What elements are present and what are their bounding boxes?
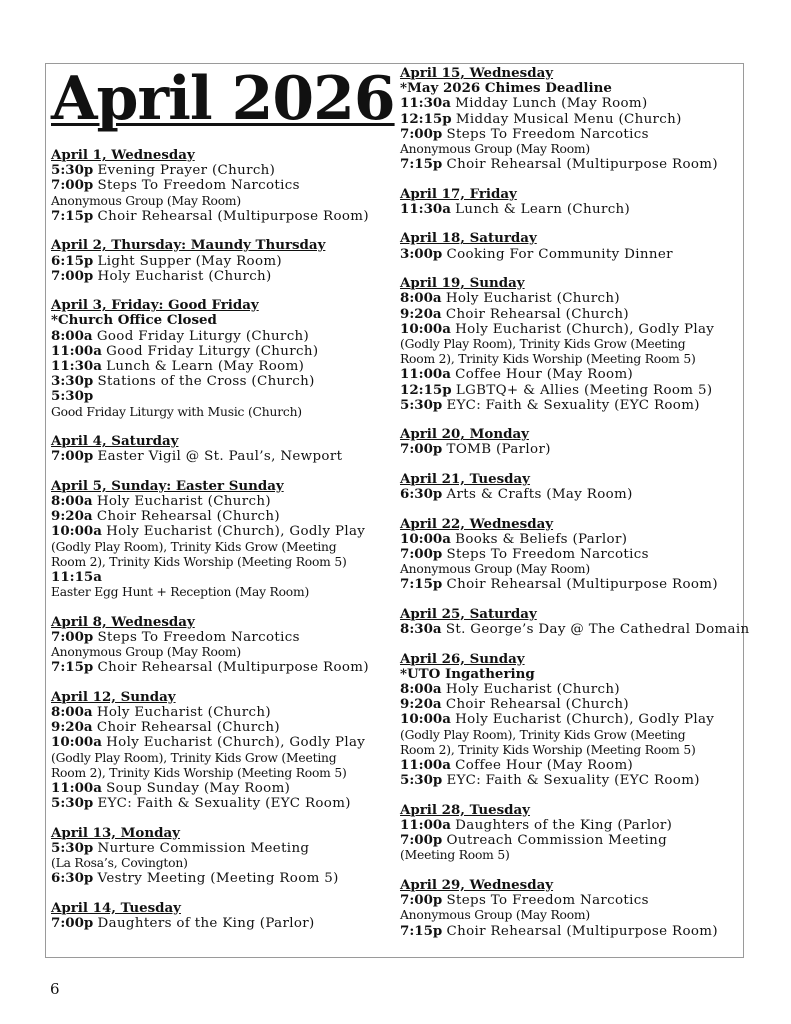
event-description: Choir Rehearsal (Multipurpose Room)	[97, 660, 369, 676]
day-heading: April 13, Monday	[51, 824, 180, 841]
event-line	[51, 735, 386, 750]
event-time: 11:15a	[51, 569, 102, 586]
event-line	[400, 532, 740, 547]
event-line	[400, 112, 740, 127]
event-description: Choir Rehearsal (Multipurpose Room)	[446, 923, 718, 939]
event-time: 10:00a	[51, 523, 102, 540]
event-time: 7:15p	[400, 576, 443, 593]
event-line	[400, 367, 740, 382]
event-time: 7:00p	[400, 546, 443, 563]
event-time: 5:30p	[51, 388, 94, 405]
event-line	[400, 398, 740, 413]
event-line	[400, 773, 740, 788]
event-line	[51, 841, 386, 856]
event-time: 11:00a	[400, 757, 451, 774]
day-block	[51, 479, 386, 601]
day-block	[400, 878, 740, 939]
event-line	[51, 796, 386, 811]
event-line	[51, 871, 386, 886]
event-description: Vestry Meeting (Meeting Room 5)	[97, 871, 339, 887]
event-time: 5:30p	[51, 795, 94, 812]
event-continuation: Anonymous Group (May Room)	[51, 645, 241, 660]
day-block	[51, 826, 386, 887]
day-heading: April 26, Sunday	[400, 650, 525, 667]
event-line	[51, 630, 386, 645]
event-description: Outreach Commission Meeting	[446, 833, 668, 849]
day-block	[51, 238, 386, 284]
event-line	[51, 570, 386, 585]
event-description: LGBTQ+ & Allies (Meeting Room 5)	[455, 382, 713, 398]
left-column	[51, 148, 386, 946]
event-time: 7:15p	[51, 659, 94, 676]
event-time: 12:15p	[400, 110, 452, 127]
event-description: Steps To Freedom Narcotics	[97, 178, 300, 194]
event-time: 8:00a	[51, 704, 93, 721]
event-description: Holy Eucharist (Church), Godly Play	[106, 735, 366, 751]
day-block	[400, 472, 740, 502]
event-continuation: (Godly Play Room), Trinity Kids Grow (Meeting	[400, 727, 686, 742]
event-continuation: Anonymous Group (May Room)	[51, 193, 241, 208]
event-line	[400, 291, 740, 306]
day-note: *UTO Ingathering	[400, 665, 535, 682]
event-time: 7:00p	[400, 832, 443, 849]
day-block	[400, 276, 740, 413]
event-continuation: (Godly Play Room), Trinity Kids Grow (Meeting	[51, 750, 337, 765]
event-line	[51, 359, 386, 374]
right-column	[400, 65, 750, 953]
event-continuation: (Godly Play Room), Trinity Kids Grow (Meeting	[51, 539, 337, 554]
event-description: Choir Rehearsal (Church)	[445, 697, 629, 713]
event-description: Books & Beliefs (Parlor)	[455, 531, 628, 547]
day-block	[400, 187, 740, 217]
event-time: 5:30p	[51, 840, 94, 856]
event-time: 8:00a	[400, 681, 442, 698]
event-time: 8:00a	[51, 493, 93, 510]
event-line	[400, 697, 740, 712]
event-description: Holy Eucharist (Church)	[96, 705, 271, 721]
day-heading: April 17, Friday	[400, 185, 517, 202]
day-heading: April 1, Wednesday	[51, 147, 195, 163]
event-continuation: (Godly Play Room), Trinity Kids Grow (Meeting	[400, 336, 686, 351]
event-line	[51, 509, 386, 524]
event-line	[51, 660, 386, 675]
event-line	[400, 202, 740, 217]
event-time: 7:00p	[51, 915, 94, 932]
event-description: Cooking For Community Dinner	[446, 246, 673, 262]
day-block	[51, 434, 386, 464]
event-continuation: Good Friday Liturgy with Music (Church)	[51, 404, 302, 419]
event-time: 7:15p	[400, 922, 443, 939]
event-line	[400, 96, 740, 111]
event-line	[51, 449, 386, 464]
event-description: Soup Sunday (May Room)	[106, 781, 291, 797]
event-line	[400, 818, 740, 833]
event-continuation: Room 2), Trinity Kids Worship (Meeting Room 5)	[400, 742, 696, 757]
event-line	[400, 442, 740, 457]
event-time: 5:30p	[400, 772, 443, 789]
event-line	[51, 374, 386, 389]
event-line	[400, 893, 740, 908]
event-description: Choir Rehearsal (Church)	[96, 720, 280, 736]
day-heading: April 3, Friday: Good Friday	[51, 297, 259, 314]
event-description: TOMB (Parlor)	[446, 442, 551, 458]
event-time: 11:00a	[400, 366, 451, 383]
event-description: Evening Prayer (Church)	[97, 163, 276, 179]
event-time: 7:00p	[51, 448, 94, 465]
event-description: Steps To Freedom Narcotics	[446, 893, 649, 909]
event-line	[400, 487, 740, 502]
event-line	[400, 547, 740, 562]
event-time: 10:00a	[400, 320, 451, 337]
event-description: Holy Eucharist (Church)	[96, 494, 271, 510]
day-heading: April 12, Sunday	[51, 688, 176, 705]
event-line	[51, 344, 386, 359]
event-line	[51, 524, 386, 539]
event-description: Lunch & Learn (Church)	[455, 201, 631, 217]
day-block	[400, 803, 740, 864]
event-line	[400, 247, 740, 262]
event-description: Lunch & Learn (May Room)	[106, 359, 305, 375]
event-time: 11:30a	[400, 95, 451, 112]
day-block	[51, 148, 386, 224]
event-description: Steps To Freedom Narcotics	[446, 126, 649, 142]
event-time: 11:30a	[400, 200, 451, 217]
event-time: 9:20a	[51, 508, 93, 525]
event-description: Light Supper (May Room)	[97, 253, 282, 269]
event-description: Holy Eucharist (Church), Godly Play	[455, 712, 715, 728]
event-continuation: Anonymous Group (May Room)	[400, 562, 590, 577]
event-description: Good Friday Liturgy (Church)	[106, 343, 319, 359]
day-block	[400, 605, 750, 638]
day-heading: April 21, Tuesday	[400, 470, 530, 487]
day-heading: April 2, Thursday: Maundy Thursday	[51, 237, 326, 254]
event-continuation: (La Rosa’s, Covington)	[51, 856, 188, 871]
event-description: Midday Lunch (May Room)	[455, 96, 648, 112]
event-description: Choir Rehearsal (Multipurpose Room)	[97, 208, 369, 224]
event-description: Good Friday Liturgy (Church)	[96, 328, 310, 344]
event-line	[51, 916, 386, 931]
day-block	[400, 517, 740, 593]
event-line	[51, 209, 386, 224]
day-note: *May 2026 Chimes Deadline	[400, 80, 612, 97]
day-block	[400, 231, 740, 261]
event-description: Daughters of the King (Parlor)	[97, 916, 315, 932]
event-continuation: Easter Egg Hunt + Reception (May Room)	[51, 585, 310, 600]
event-time: 6:30p	[400, 486, 443, 503]
event-description: Daughters of the King (Parlor)	[455, 818, 673, 833]
event-line	[400, 322, 740, 337]
event-time: 11:00a	[51, 342, 102, 359]
event-time: 3:30p	[51, 373, 94, 390]
page-title: April 2026	[51, 64, 395, 134]
event-continuation: Room 2), Trinity Kids Worship (Meeting Room 5)	[51, 554, 347, 569]
event-line	[400, 621, 750, 638]
day-heading: April 5, Sunday: Easter Sunday	[51, 477, 284, 494]
event-time: 10:00a	[400, 530, 451, 547]
page-number: 6	[50, 980, 60, 998]
event-time: 11:00a	[51, 780, 102, 797]
event-time: 9:20a	[400, 305, 442, 322]
event-line	[51, 705, 386, 720]
event-line	[400, 924, 740, 939]
event-time: 5:30p	[51, 162, 94, 179]
event-line	[51, 163, 386, 178]
event-continuation: Anonymous Group (May Room)	[400, 142, 590, 157]
event-time: 7:00p	[51, 177, 94, 194]
event-description: Holy Eucharist (Church)	[445, 682, 620, 698]
day-heading: April 14, Tuesday	[51, 899, 181, 916]
event-time: 8:30a	[400, 621, 442, 638]
event-continuation: Room 2), Trinity Kids Worship (Meeting Room 5)	[400, 352, 696, 367]
event-line	[51, 254, 386, 269]
event-line	[51, 329, 386, 344]
event-description: EYC: Faith & Sexuality (EYC Room)	[97, 796, 351, 812]
event-continuation: (Meeting Room 5)	[400, 848, 510, 863]
event-line	[400, 682, 740, 697]
day-heading: April 8, Wednesday	[51, 613, 195, 630]
event-description: St. George’s Day @ The Cathedral Domain	[445, 622, 750, 638]
event-line	[400, 127, 740, 142]
event-line	[400, 157, 740, 172]
event-description: Choir Rehearsal (Church)	[96, 509, 280, 525]
event-description: Holy Eucharist (Church)	[445, 291, 620, 307]
event-description: Choir Rehearsal (Multipurpose Room)	[446, 577, 718, 593]
event-description: Steps To Freedom Narcotics	[446, 547, 649, 563]
event-line	[400, 383, 740, 398]
event-line	[400, 833, 740, 848]
event-description: Holy Eucharist (Church), Godly Play	[455, 321, 715, 337]
event-time: 6:30p	[51, 870, 94, 887]
event-line	[400, 577, 740, 592]
event-time: 8:00a	[400, 290, 442, 307]
event-time: 12:15p	[400, 381, 452, 398]
event-time: 9:20a	[51, 719, 93, 736]
day-heading: April 22, Wednesday	[400, 515, 554, 532]
event-description: Easter Vigil @ St. Paul’s, Newport	[97, 449, 343, 465]
event-description: Coffee Hour (May Room)	[455, 758, 634, 774]
event-description: Holy Eucharist (Church), Godly Play	[106, 524, 366, 540]
event-time: 11:00a	[400, 817, 451, 833]
day-block	[51, 690, 386, 812]
day-heading: April 25, Saturday	[400, 605, 537, 622]
event-description: Choir Rehearsal (Multipurpose Room)	[446, 157, 718, 173]
event-line	[400, 758, 740, 773]
event-line	[51, 178, 386, 193]
event-continuation: Room 2), Trinity Kids Worship (Meeting Room 5)	[51, 765, 347, 780]
event-description: Arts & Crafts (May Room)	[446, 487, 633, 503]
event-line	[51, 781, 386, 796]
day-heading: April 28, Tuesday	[400, 801, 530, 818]
event-time: 7:15p	[51, 207, 94, 224]
event-line	[400, 712, 740, 727]
event-description: Midday Musical Menu (Church)	[455, 111, 682, 127]
day-heading: April 19, Sunday	[400, 275, 525, 292]
event-time: 7:00p	[400, 441, 443, 458]
event-line	[51, 389, 386, 404]
day-note: *Church Office Closed	[51, 312, 217, 329]
event-continuation: Anonymous Group (May Room)	[400, 908, 590, 923]
day-block	[400, 427, 740, 457]
day-heading: April 18, Saturday	[400, 230, 537, 247]
event-line	[400, 307, 740, 322]
event-description: Steps To Freedom Narcotics	[97, 629, 300, 645]
day-heading: April 4, Saturday	[51, 433, 179, 450]
event-time: 3:00p	[400, 245, 443, 262]
event-description: EYC: Faith & Sexuality (EYC Room)	[446, 397, 700, 413]
day-heading: April 29, Wednesday	[400, 876, 554, 893]
event-time: 7:15p	[400, 156, 443, 173]
day-heading: April 20, Monday	[400, 426, 529, 443]
event-time: 5:30p	[400, 396, 443, 413]
day-heading: April 15, Wednesday	[400, 65, 554, 81]
event-description: Holy Eucharist (Church)	[97, 268, 272, 284]
event-description: EYC: Faith & Sexuality (EYC Room)	[446, 773, 700, 789]
event-time: 7:00p	[400, 125, 443, 142]
event-description: Choir Rehearsal (Church)	[445, 306, 629, 322]
event-line	[51, 269, 386, 284]
event-time: 8:00a	[51, 327, 93, 344]
event-line	[51, 720, 386, 735]
day-block	[51, 901, 386, 931]
day-block	[400, 652, 740, 789]
day-block	[51, 615, 386, 676]
event-description: Nurture Commission Meeting	[97, 841, 310, 856]
day-block	[51, 298, 386, 420]
event-description: Stations of the Cross (Church)	[97, 374, 315, 390]
day-block	[400, 66, 740, 172]
event-line	[51, 494, 386, 509]
event-time: 10:00a	[51, 734, 102, 751]
event-time: 9:20a	[400, 696, 442, 713]
event-time: 10:00a	[400, 711, 451, 728]
event-description: Coffee Hour (May Room)	[455, 367, 634, 383]
event-time: 7:00p	[400, 892, 443, 909]
event-time: 7:00p	[51, 628, 94, 645]
event-time: 7:00p	[51, 267, 94, 284]
event-time: 11:30a	[51, 358, 102, 375]
event-time: 6:15p	[51, 252, 94, 269]
